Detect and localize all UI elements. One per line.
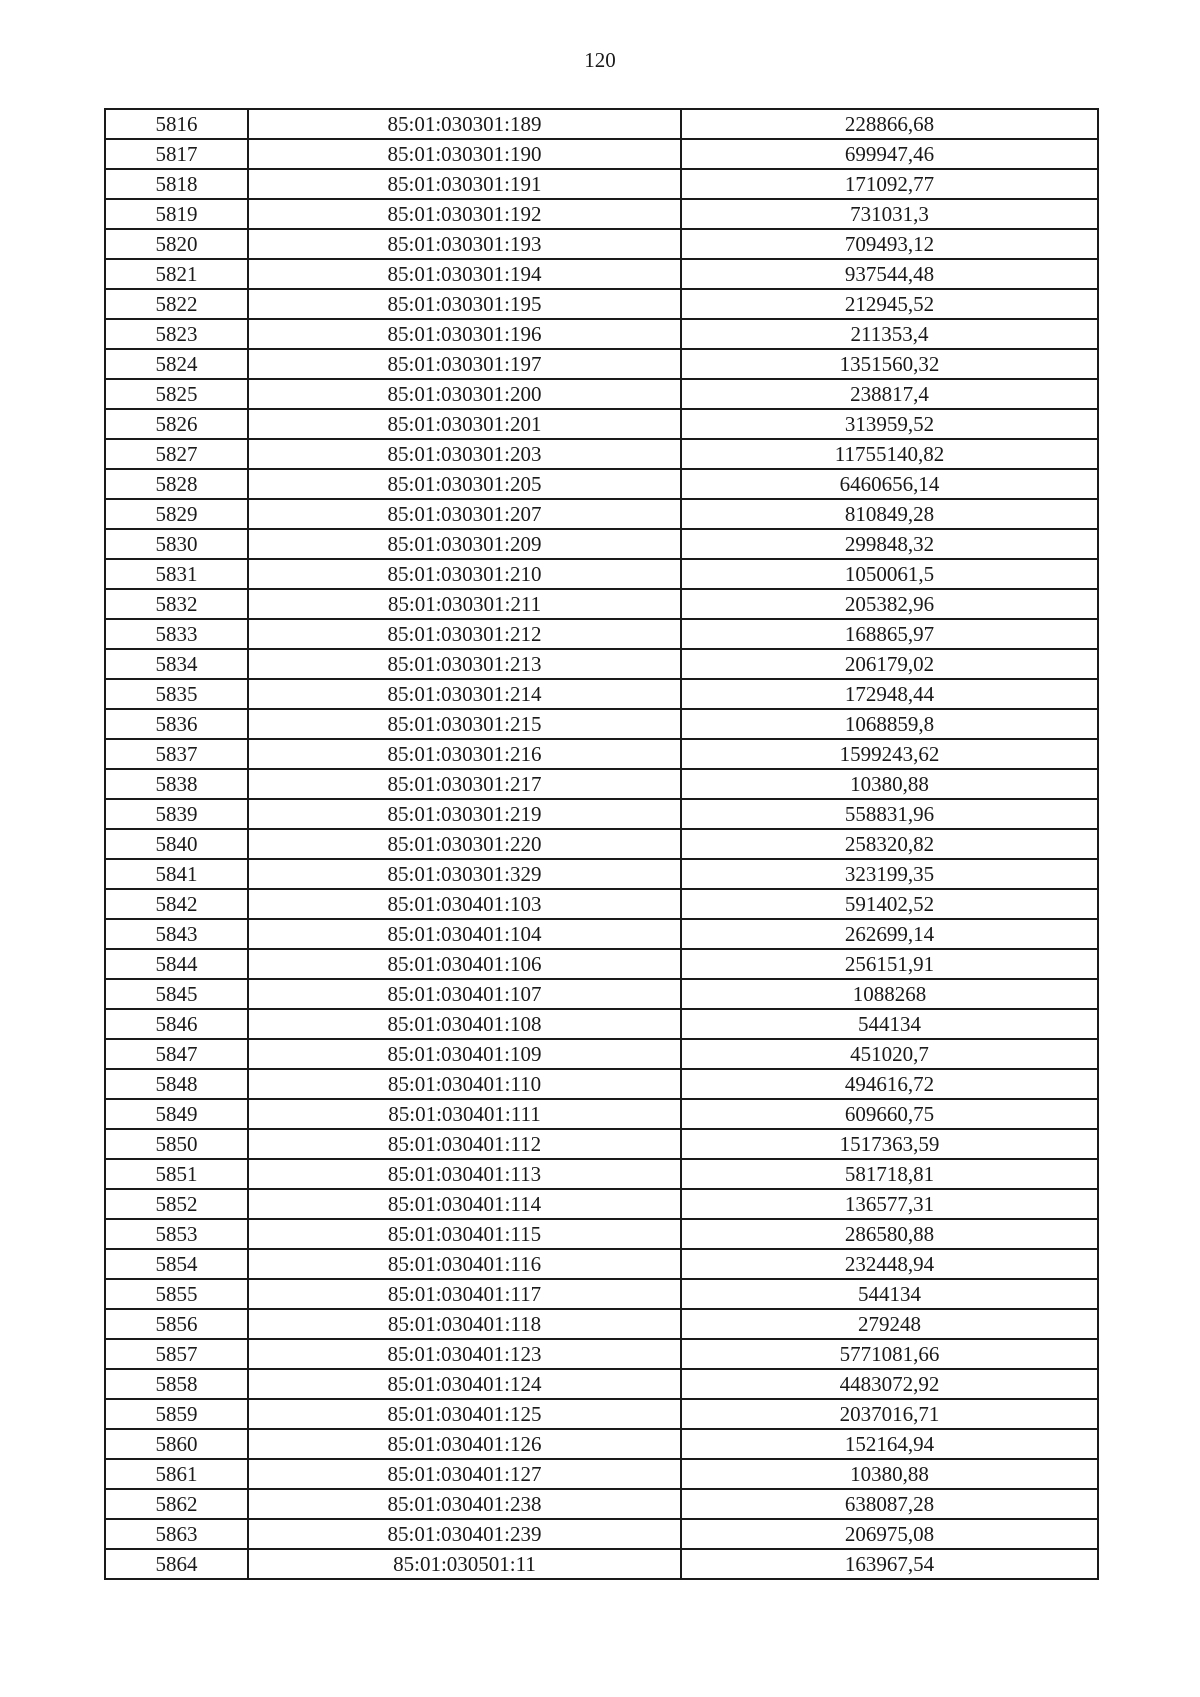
value-cell: 937544,48 bbox=[681, 259, 1098, 289]
table-row bbox=[105, 469, 1098, 499]
value-cell: 152164,94 bbox=[681, 1429, 1098, 1459]
value-cell: 638087,28 bbox=[681, 1489, 1098, 1519]
value-cell: 279248 bbox=[681, 1309, 1098, 1339]
table-row bbox=[105, 859, 1098, 889]
table-row bbox=[105, 1009, 1098, 1039]
row-number-cell: 5859 bbox=[105, 1399, 248, 1429]
row-number-cell: 5864 bbox=[105, 1549, 248, 1579]
cadastral-number-cell: 85:01:030401:114 bbox=[248, 1189, 681, 1219]
row-number-cell: 5823 bbox=[105, 319, 248, 349]
row-number-cell: 5834 bbox=[105, 649, 248, 679]
row-number-cell: 5824 bbox=[105, 349, 248, 379]
cadastral-number-cell: 85:01:030401:239 bbox=[248, 1519, 681, 1549]
row-number-cell: 5850 bbox=[105, 1129, 248, 1159]
cadastral-number-cell: 85:01:030301:213 bbox=[248, 649, 681, 679]
cadastral-number-cell: 85:01:030301:211 bbox=[248, 589, 681, 619]
row-number-cell: 5863 bbox=[105, 1519, 248, 1549]
value-cell: 1050061,5 bbox=[681, 559, 1098, 589]
value-cell: 544134 bbox=[681, 1279, 1098, 1309]
table-row bbox=[105, 1429, 1098, 1459]
table-row bbox=[105, 1279, 1098, 1309]
value-cell: 258320,82 bbox=[681, 829, 1098, 859]
table-row bbox=[105, 949, 1098, 979]
cadastral-number-cell: 85:01:030301:190 bbox=[248, 139, 681, 169]
row-number-cell: 5835 bbox=[105, 679, 248, 709]
table-row bbox=[105, 1069, 1098, 1099]
value-cell: 494616,72 bbox=[681, 1069, 1098, 1099]
cadastral-number-cell: 85:01:030301:200 bbox=[248, 379, 681, 409]
table-row bbox=[105, 1459, 1098, 1489]
row-number-cell: 5862 bbox=[105, 1489, 248, 1519]
table-row bbox=[105, 679, 1098, 709]
cadastral-number-cell: 85:01:030401:103 bbox=[248, 889, 681, 919]
cadastral-number-cell: 85:01:030301:203 bbox=[248, 439, 681, 469]
row-number-cell: 5822 bbox=[105, 289, 248, 319]
value-cell: 256151,91 bbox=[681, 949, 1098, 979]
row-number-cell: 5837 bbox=[105, 739, 248, 769]
table-row bbox=[105, 139, 1098, 169]
table-row bbox=[105, 1249, 1098, 1279]
value-cell: 211353,4 bbox=[681, 319, 1098, 349]
row-number-cell: 5836 bbox=[105, 709, 248, 739]
row-number-cell: 5816 bbox=[105, 109, 248, 139]
cadastral-number-cell: 85:01:030301:329 bbox=[248, 859, 681, 889]
row-number-cell: 5861 bbox=[105, 1459, 248, 1489]
table-row bbox=[105, 229, 1098, 259]
value-cell: 4483072,92 bbox=[681, 1369, 1098, 1399]
cadastral-number-cell: 85:01:030401:107 bbox=[248, 979, 681, 1009]
table-row bbox=[105, 619, 1098, 649]
cadastral-number-cell: 85:01:030301:219 bbox=[248, 799, 681, 829]
row-number-cell: 5855 bbox=[105, 1279, 248, 1309]
value-cell: 1068859,8 bbox=[681, 709, 1098, 739]
row-number-cell: 5829 bbox=[105, 499, 248, 529]
row-number-cell: 5852 bbox=[105, 1189, 248, 1219]
row-number-cell: 5853 bbox=[105, 1219, 248, 1249]
cadastral-number-cell: 85:01:030301:192 bbox=[248, 199, 681, 229]
row-number-cell: 5827 bbox=[105, 439, 248, 469]
row-number-cell: 5854 bbox=[105, 1249, 248, 1279]
row-number-cell: 5840 bbox=[105, 829, 248, 859]
row-number-cell: 5830 bbox=[105, 529, 248, 559]
value-cell: 609660,75 bbox=[681, 1099, 1098, 1129]
table-row bbox=[105, 409, 1098, 439]
row-number-cell: 5844 bbox=[105, 949, 248, 979]
cadastral-number-cell: 85:01:030301:196 bbox=[248, 319, 681, 349]
cadastral-number-cell: 85:01:030401:118 bbox=[248, 1309, 681, 1339]
cadastral-number-cell: 85:01:030301:195 bbox=[248, 289, 681, 319]
value-cell: 581718,81 bbox=[681, 1159, 1098, 1189]
value-cell: 699947,46 bbox=[681, 139, 1098, 169]
value-cell: 313959,52 bbox=[681, 409, 1098, 439]
cadastral-number-cell: 85:01:030401:115 bbox=[248, 1219, 681, 1249]
table-row bbox=[105, 1129, 1098, 1159]
value-cell: 709493,12 bbox=[681, 229, 1098, 259]
table-row bbox=[105, 799, 1098, 829]
table-row bbox=[105, 259, 1098, 289]
value-cell: 558831,96 bbox=[681, 799, 1098, 829]
cadastral-number-cell: 85:01:030301:189 bbox=[248, 109, 681, 139]
table-row bbox=[105, 439, 1098, 469]
value-cell: 591402,52 bbox=[681, 889, 1098, 919]
row-number-cell: 5818 bbox=[105, 169, 248, 199]
table-body bbox=[105, 109, 1098, 1579]
value-cell: 5771081,66 bbox=[681, 1339, 1098, 1369]
value-cell: 2037016,71 bbox=[681, 1399, 1098, 1429]
value-cell: 10380,88 bbox=[681, 769, 1098, 799]
table-row bbox=[105, 529, 1098, 559]
cadastral-number-cell: 85:01:030301:205 bbox=[248, 469, 681, 499]
row-number-cell: 5846 bbox=[105, 1009, 248, 1039]
cadastral-number-cell: 85:01:030301:191 bbox=[248, 169, 681, 199]
value-cell: 212945,52 bbox=[681, 289, 1098, 319]
table-row bbox=[105, 349, 1098, 379]
cadastral-number-cell: 85:01:030501:11 bbox=[248, 1549, 681, 1579]
table-row bbox=[105, 499, 1098, 529]
table-row bbox=[105, 889, 1098, 919]
row-number-cell: 5828 bbox=[105, 469, 248, 499]
table-row bbox=[105, 979, 1098, 1009]
cadastral-number-cell: 85:01:030401:125 bbox=[248, 1399, 681, 1429]
value-cell: 299848,32 bbox=[681, 529, 1098, 559]
table-row bbox=[105, 1309, 1098, 1339]
page-number: 120 bbox=[584, 48, 616, 72]
table-row bbox=[105, 919, 1098, 949]
value-cell: 136577,31 bbox=[681, 1189, 1098, 1219]
value-cell: 206179,02 bbox=[681, 649, 1098, 679]
value-cell: 206975,08 bbox=[681, 1519, 1098, 1549]
table-row bbox=[105, 709, 1098, 739]
row-number-cell: 5817 bbox=[105, 139, 248, 169]
row-number-cell: 5848 bbox=[105, 1069, 248, 1099]
row-number-cell: 5841 bbox=[105, 859, 248, 889]
row-number-cell: 5856 bbox=[105, 1309, 248, 1339]
cadastral-number-cell: 85:01:030401:111 bbox=[248, 1099, 681, 1129]
cadastral-number-cell: 85:01:030301:214 bbox=[248, 679, 681, 709]
cadastral-number-cell: 85:01:030401:109 bbox=[248, 1039, 681, 1069]
table-row bbox=[105, 169, 1098, 199]
table-row bbox=[105, 379, 1098, 409]
value-cell: 451020,7 bbox=[681, 1039, 1098, 1069]
table-row bbox=[105, 1339, 1098, 1369]
row-number-cell: 5847 bbox=[105, 1039, 248, 1069]
table-row bbox=[105, 1399, 1098, 1429]
cadastral-number-cell: 85:01:030401:117 bbox=[248, 1279, 681, 1309]
row-number-cell: 5838 bbox=[105, 769, 248, 799]
row-number-cell: 5839 bbox=[105, 799, 248, 829]
cadastral-number-cell: 85:01:030301:220 bbox=[248, 829, 681, 859]
value-cell: 6460656,14 bbox=[681, 469, 1098, 499]
row-number-cell: 5821 bbox=[105, 259, 248, 289]
row-number-cell: 5857 bbox=[105, 1339, 248, 1369]
value-cell: 810849,28 bbox=[681, 499, 1098, 529]
cadastral-number-cell: 85:01:030301:201 bbox=[248, 409, 681, 439]
cadastral-number-cell: 85:01:030401:108 bbox=[248, 1009, 681, 1039]
table-row bbox=[105, 289, 1098, 319]
cadastral-number-cell: 85:01:030401:126 bbox=[248, 1429, 681, 1459]
row-number-cell: 5820 bbox=[105, 229, 248, 259]
table-row bbox=[105, 769, 1098, 799]
table-row bbox=[105, 589, 1098, 619]
row-number-cell: 5833 bbox=[105, 619, 248, 649]
table-row bbox=[105, 739, 1098, 769]
value-cell: 1088268 bbox=[681, 979, 1098, 1009]
table-row bbox=[105, 1039, 1098, 1069]
cadastral-number-cell: 85:01:030401:124 bbox=[248, 1369, 681, 1399]
cadastral-number-cell: 85:01:030401:116 bbox=[248, 1249, 681, 1279]
row-number-cell: 5832 bbox=[105, 589, 248, 619]
value-cell: 544134 bbox=[681, 1009, 1098, 1039]
cadastral-value-table bbox=[104, 108, 1099, 1580]
row-number-cell: 5825 bbox=[105, 379, 248, 409]
cadastral-number-cell: 85:01:030401:106 bbox=[248, 949, 681, 979]
cadastral-number-cell: 85:01:030301:217 bbox=[248, 769, 681, 799]
table-row bbox=[105, 1549, 1098, 1579]
row-number-cell: 5831 bbox=[105, 559, 248, 589]
cadastral-number-cell: 85:01:030401:104 bbox=[248, 919, 681, 949]
cadastral-number-cell: 85:01:030401:113 bbox=[248, 1159, 681, 1189]
table-row bbox=[105, 559, 1098, 589]
value-cell: 238817,4 bbox=[681, 379, 1098, 409]
value-cell: 228866,68 bbox=[681, 109, 1098, 139]
table-row bbox=[105, 199, 1098, 229]
cadastral-number-cell: 85:01:030301:212 bbox=[248, 619, 681, 649]
row-number-cell: 5851 bbox=[105, 1159, 248, 1189]
row-number-cell: 5819 bbox=[105, 199, 248, 229]
value-cell: 11755140,82 bbox=[681, 439, 1098, 469]
table-row bbox=[105, 319, 1098, 349]
value-cell: 286580,88 bbox=[681, 1219, 1098, 1249]
row-number-cell: 5858 bbox=[105, 1369, 248, 1399]
cadastral-number-cell: 85:01:030401:112 bbox=[248, 1129, 681, 1159]
table-row bbox=[105, 1489, 1098, 1519]
cadastral-number-cell: 85:01:030401:123 bbox=[248, 1339, 681, 1369]
table-row bbox=[105, 829, 1098, 859]
value-cell: 731031,3 bbox=[681, 199, 1098, 229]
cadastral-number-cell: 85:01:030301:193 bbox=[248, 229, 681, 259]
row-number-cell: 5843 bbox=[105, 919, 248, 949]
value-cell: 168865,97 bbox=[681, 619, 1098, 649]
cadastral-number-cell: 85:01:030401:110 bbox=[248, 1069, 681, 1099]
table-row bbox=[105, 1369, 1098, 1399]
row-number-cell: 5860 bbox=[105, 1429, 248, 1459]
row-number-cell: 5849 bbox=[105, 1099, 248, 1129]
cadastral-number-cell: 85:01:030301:207 bbox=[248, 499, 681, 529]
table-row bbox=[105, 1519, 1098, 1549]
value-cell: 262699,14 bbox=[681, 919, 1098, 949]
table-row bbox=[105, 1099, 1098, 1129]
table-row bbox=[105, 1189, 1098, 1219]
cadastral-number-cell: 85:01:030401:127 bbox=[248, 1459, 681, 1489]
cadastral-number-cell: 85:01:030301:194 bbox=[248, 259, 681, 289]
value-cell: 10380,88 bbox=[681, 1459, 1098, 1489]
cadastral-number-cell: 85:01:030301:197 bbox=[248, 349, 681, 379]
value-cell: 323199,35 bbox=[681, 859, 1098, 889]
value-cell: 232448,94 bbox=[681, 1249, 1098, 1279]
value-cell: 1599243,62 bbox=[681, 739, 1098, 769]
table-row bbox=[105, 1159, 1098, 1189]
value-cell: 1351560,32 bbox=[681, 349, 1098, 379]
value-cell: 205382,96 bbox=[681, 589, 1098, 619]
table-row bbox=[105, 1219, 1098, 1249]
table-row bbox=[105, 109, 1098, 139]
cadastral-number-cell: 85:01:030301:209 bbox=[248, 529, 681, 559]
table-row bbox=[105, 649, 1098, 679]
value-cell: 171092,77 bbox=[681, 169, 1098, 199]
cadastral-number-cell: 85:01:030301:215 bbox=[248, 709, 681, 739]
row-number-cell: 5826 bbox=[105, 409, 248, 439]
cadastral-number-cell: 85:01:030301:216 bbox=[248, 739, 681, 769]
value-cell: 163967,54 bbox=[681, 1549, 1098, 1579]
row-number-cell: 5845 bbox=[105, 979, 248, 1009]
value-cell: 1517363,59 bbox=[681, 1129, 1098, 1159]
row-number-cell: 5842 bbox=[105, 889, 248, 919]
cadastral-number-cell: 85:01:030401:238 bbox=[248, 1489, 681, 1519]
value-cell: 172948,44 bbox=[681, 679, 1098, 709]
cadastral-number-cell: 85:01:030301:210 bbox=[248, 559, 681, 589]
